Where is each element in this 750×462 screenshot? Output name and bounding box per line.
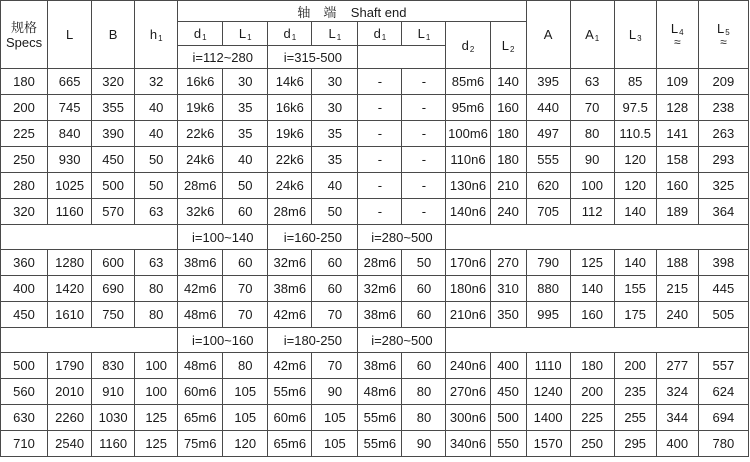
table-cell: 105: [223, 405, 268, 431]
table-cell: 28m6: [178, 173, 223, 199]
table-cell: 830: [92, 353, 135, 379]
table-cell: 40: [135, 121, 178, 147]
table-cell: 32m6: [358, 276, 402, 302]
col-L3-header: [614, 1, 656, 69]
col-A-header: A: [526, 1, 570, 69]
table-cell: 450: [92, 147, 135, 173]
col-d2-header: d2: [446, 22, 490, 69]
table-cell: 112: [570, 199, 614, 225]
l4-label: L4: [670, 20, 684, 37]
table-cell: 400: [490, 353, 526, 379]
table-cell: 80: [135, 276, 178, 302]
table-cell: 210n6: [446, 302, 490, 328]
col-A1-header: [570, 1, 614, 69]
table-cell: 120: [614, 173, 656, 199]
table-cell: 180: [570, 353, 614, 379]
table-cell: 35: [312, 121, 358, 147]
table-cell: 38m6: [268, 276, 312, 302]
table-cell: 30: [312, 69, 358, 95]
l3-label: L: [628, 27, 637, 42]
ratio-g3-blank: [1, 328, 178, 353]
table-cell: 42m6: [268, 353, 312, 379]
ratio-row-3: [1, 328, 749, 353]
table-cell: 80: [402, 379, 446, 405]
table-cell: 155: [614, 276, 656, 302]
table-cell: 325: [698, 173, 748, 199]
table-cell: 100: [135, 379, 178, 405]
table-cell: 35: [223, 95, 268, 121]
header-row-1: [1, 1, 749, 22]
table-cell: 200: [614, 353, 656, 379]
table-row: [1, 353, 749, 379]
table-cell: 60: [312, 276, 358, 302]
table-cell: 497: [526, 121, 570, 147]
table-cell: 16k6: [268, 95, 312, 121]
group-1-body: [1, 69, 749, 225]
table-cell: 840: [48, 121, 92, 147]
table-cell: 75m6: [178, 431, 223, 457]
table-cell: 30: [223, 69, 268, 95]
table-row: [1, 173, 749, 199]
table-cell: 60m6: [178, 379, 223, 405]
ratio-g1-empty: [358, 46, 446, 69]
table-cell: 215: [656, 276, 698, 302]
table-cell: -: [402, 147, 446, 173]
table-cell: -: [402, 121, 446, 147]
l4-approx: ≈: [673, 34, 681, 49]
ratio-g2-b: i=160-250: [268, 225, 358, 250]
table-cell: 60m6: [268, 405, 312, 431]
col-d1-b-header: d1: [268, 22, 312, 46]
table-cell: -: [358, 199, 402, 225]
ratio-g3-c: i=280~500: [358, 328, 446, 353]
table-cell: 665: [48, 69, 92, 95]
table-cell: 400: [656, 431, 698, 457]
table-cell: 120: [223, 431, 268, 457]
table-cell: 240: [490, 199, 526, 225]
table-cell: 1610: [48, 302, 92, 328]
table-cell: 85m6: [446, 69, 490, 95]
table-cell: 780: [698, 431, 748, 457]
table-cell: 48m6: [358, 379, 402, 405]
table-cell: 80: [570, 121, 614, 147]
table-cell: 500: [92, 173, 135, 199]
l5-label: L5: [717, 20, 730, 37]
col-d1-a-header: d1: [178, 22, 223, 46]
table-cell: 65m6: [268, 431, 312, 457]
table-cell: 141: [656, 121, 698, 147]
table-cell: 28m6: [268, 199, 312, 225]
table-cell: 125: [135, 431, 178, 457]
table-cell: 130n6: [446, 173, 490, 199]
table-cell: 105: [312, 431, 358, 457]
table-cell: 70: [223, 276, 268, 302]
col-L1-b-header: L1: [312, 22, 358, 46]
table-row: [1, 379, 749, 405]
table-row: [1, 250, 749, 276]
table-cell: 120: [614, 147, 656, 173]
table-cell: 14k6: [268, 69, 312, 95]
table-cell: 60: [223, 199, 268, 225]
table-cell: 125: [135, 405, 178, 431]
table-cell: 40: [135, 95, 178, 121]
table-cell: 55m6: [268, 379, 312, 405]
table-cell: 620: [526, 173, 570, 199]
table-cell: 360: [1, 250, 48, 276]
table-cell: -: [358, 147, 402, 173]
table-cell: 109: [656, 69, 698, 95]
table-cell: 38m6: [358, 353, 402, 379]
table-cell: 2260: [48, 405, 92, 431]
table-cell: 570: [92, 199, 135, 225]
table-cell: 70: [312, 353, 358, 379]
table-cell: 1790: [48, 353, 92, 379]
table-cell: 90: [312, 379, 358, 405]
table-cell: 175: [614, 302, 656, 328]
table-cell: 19k6: [178, 95, 223, 121]
ratio-g3-b: i=180-250: [268, 328, 358, 353]
table-cell: 105: [312, 405, 358, 431]
table-cell: 355: [92, 95, 135, 121]
table-cell: 140: [614, 199, 656, 225]
shaft-end-zh: 轴 端: [297, 4, 337, 20]
table-cell: 50: [223, 173, 268, 199]
table-cell: -: [358, 69, 402, 95]
table-cell: 560: [1, 379, 48, 405]
table-cell: 80: [223, 353, 268, 379]
table-row: [1, 199, 749, 225]
col-specs-header: [1, 1, 48, 69]
table-cell: 170n6: [446, 250, 490, 276]
table-row: [1, 431, 749, 457]
table-cell: 450: [490, 379, 526, 405]
ratio-g2-a: i=100~140: [178, 225, 268, 250]
table-cell: 128: [656, 95, 698, 121]
table-cell: 40: [312, 173, 358, 199]
table-cell: 80: [402, 405, 446, 431]
table-cell: 160: [490, 95, 526, 121]
table-cell: 140n6: [446, 199, 490, 225]
table-cell: 694: [698, 405, 748, 431]
table-cell: 630: [1, 405, 48, 431]
table-cell: 344: [656, 405, 698, 431]
ratio-g1-b: i=315-500: [268, 46, 358, 69]
table-cell: -: [402, 199, 446, 225]
table-cell: 690: [92, 276, 135, 302]
table-cell: 295: [614, 431, 656, 457]
table-cell: 450: [1, 302, 48, 328]
table-cell: 160: [656, 173, 698, 199]
table-cell: 293: [698, 147, 748, 173]
table-cell: 22k6: [268, 147, 312, 173]
table-cell: 750: [92, 302, 135, 328]
col-L1-c-header: L1: [402, 22, 446, 46]
col-L1-a-header: L1: [223, 22, 268, 46]
table-cell: 60: [312, 250, 358, 276]
table-cell: 160: [570, 302, 614, 328]
table-cell: 63: [135, 250, 178, 276]
table-cell: 995: [526, 302, 570, 328]
table-cell: 209: [698, 69, 748, 95]
table-row: [1, 405, 749, 431]
table-cell: 110.5: [614, 121, 656, 147]
table-cell: 1240: [526, 379, 570, 405]
a1-sub: 1: [594, 34, 600, 43]
table-cell: 2010: [48, 379, 92, 405]
table-cell: 624: [698, 379, 748, 405]
h-sub: 1: [158, 34, 163, 43]
table-cell: 22k6: [178, 121, 223, 147]
table-cell: 140: [490, 69, 526, 95]
group-2-body: [1, 250, 749, 328]
table-cell: 80: [135, 302, 178, 328]
table-cell: 48m6: [178, 353, 223, 379]
table-cell: 180: [490, 147, 526, 173]
table-cell: 180n6: [446, 276, 490, 302]
table-cell: 240: [656, 302, 698, 328]
table-cell: -: [358, 95, 402, 121]
table-cell: 1420: [48, 276, 92, 302]
table-cell: 235: [614, 379, 656, 405]
table-cell: 910: [92, 379, 135, 405]
table-cell: 350: [490, 302, 526, 328]
table-cell: 38m6: [178, 250, 223, 276]
ratio-g1-a: i=112~280: [178, 46, 268, 69]
table-cell: 1160: [92, 431, 135, 457]
table-cell: 90: [402, 431, 446, 457]
table-cell: 100: [135, 353, 178, 379]
table-cell: 930: [48, 147, 92, 173]
table-row: [1, 147, 749, 173]
col-L5-header: [698, 1, 748, 69]
table-cell: 1570: [526, 431, 570, 457]
table-cell: 710: [1, 431, 48, 457]
table-cell: 19k6: [268, 121, 312, 147]
table-cell: 32: [135, 69, 178, 95]
table-cell: 35: [312, 147, 358, 173]
col-L2-header: L2: [490, 22, 526, 69]
table-cell: 125: [570, 250, 614, 276]
table-cell: 50: [135, 147, 178, 173]
table-cell: 2540: [48, 431, 92, 457]
table-cell: 1025: [48, 173, 92, 199]
table-cell: 50: [312, 199, 358, 225]
table-cell: 180: [490, 121, 526, 147]
table-cell: 320: [1, 199, 48, 225]
table-row: [1, 121, 749, 147]
col-d1-c-header: d1: [358, 22, 402, 46]
col-h1-header: [135, 1, 178, 69]
table-cell: 100: [570, 173, 614, 199]
table-cell: 158: [656, 147, 698, 173]
table-cell: 340n6: [446, 431, 490, 457]
table-cell: 550: [490, 431, 526, 457]
table-cell: 50: [402, 250, 446, 276]
ratio-g2-blank: [1, 225, 178, 250]
table-cell: 60: [402, 276, 446, 302]
table-cell: 255: [614, 405, 656, 431]
l5-approx: ≈: [720, 34, 727, 49]
table-cell: 280: [1, 173, 48, 199]
table-cell: 140: [570, 276, 614, 302]
table-cell: 105: [223, 379, 268, 405]
table-cell: 95m6: [446, 95, 490, 121]
table-cell: 263: [698, 121, 748, 147]
table-cell: 100m6: [446, 121, 490, 147]
table-cell: 270n6: [446, 379, 490, 405]
table-cell: 63: [135, 199, 178, 225]
table-cell: 110n6: [446, 147, 490, 173]
table-cell: 400: [1, 276, 48, 302]
table-cell: 70: [570, 95, 614, 121]
table-cell: 790: [526, 250, 570, 276]
table-cell: 70: [223, 302, 268, 328]
table-cell: 250: [1, 147, 48, 173]
table-cell: 320: [92, 69, 135, 95]
table-cell: 16k6: [178, 69, 223, 95]
table-cell: 42m6: [178, 276, 223, 302]
table-cell: 398: [698, 250, 748, 276]
table-cell: 30: [312, 95, 358, 121]
table-cell: 32k6: [178, 199, 223, 225]
table-cell: 90: [570, 147, 614, 173]
col-L4-header: [656, 1, 698, 69]
table-cell: 50: [135, 173, 178, 199]
table-cell: 200: [1, 95, 48, 121]
table-cell: 1110: [526, 353, 570, 379]
table-cell: 500: [490, 405, 526, 431]
table-cell: 189: [656, 199, 698, 225]
table-cell: 48m6: [178, 302, 223, 328]
a1-label: A: [585, 27, 594, 42]
table-cell: 97.5: [614, 95, 656, 121]
table-cell: 277: [656, 353, 698, 379]
table-cell: 390: [92, 121, 135, 147]
ratio-g2-blank-right: [446, 225, 749, 250]
shaft-end-header: [178, 1, 526, 22]
l3-sub: 3: [637, 34, 642, 43]
table-cell: 250: [570, 431, 614, 457]
table-cell: 240n6: [446, 353, 490, 379]
table-cell: -: [402, 173, 446, 199]
table-cell: 705: [526, 199, 570, 225]
table-row: [1, 276, 749, 302]
table-cell: 225: [570, 405, 614, 431]
table-cell: 40: [223, 147, 268, 173]
table-cell: 60: [223, 250, 268, 276]
table-cell: 24k6: [268, 173, 312, 199]
table-cell: 55m6: [358, 405, 402, 431]
table-cell: 210: [490, 173, 526, 199]
table-cell: 200: [570, 379, 614, 405]
table-cell: 32m6: [268, 250, 312, 276]
table-cell: -: [358, 173, 402, 199]
table-cell: 70: [312, 302, 358, 328]
table-cell: -: [402, 69, 446, 95]
table-cell: 28m6: [358, 250, 402, 276]
table-cell: -: [402, 95, 446, 121]
table-cell: 557: [698, 353, 748, 379]
table-cell: 85: [614, 69, 656, 95]
col-L-header: L: [48, 1, 92, 69]
table-cell: 395: [526, 69, 570, 95]
table-cell: 140: [614, 250, 656, 276]
specs-zh-label: 规格: [11, 19, 38, 35]
table-row: [1, 95, 749, 121]
ratio-row-2: [1, 225, 749, 250]
table-cell: 38m6: [358, 302, 402, 328]
table-cell: 600: [92, 250, 135, 276]
table-cell: 1400: [526, 405, 570, 431]
ratio-g2-c: i=280~500: [358, 225, 446, 250]
table-cell: 310: [490, 276, 526, 302]
table-cell: 35: [223, 121, 268, 147]
table-cell: 1280: [48, 250, 92, 276]
table-cell: 60: [402, 353, 446, 379]
table-cell: 745: [48, 95, 92, 121]
table-cell: -: [358, 121, 402, 147]
table-cell: 445: [698, 276, 748, 302]
table-cell: 238: [698, 95, 748, 121]
table-cell: 65m6: [178, 405, 223, 431]
table-cell: 180: [1, 69, 48, 95]
table-cell: 24k6: [178, 147, 223, 173]
table-cell: 270: [490, 250, 526, 276]
table-cell: 1030: [92, 405, 135, 431]
table-cell: 225: [1, 121, 48, 147]
table-cell: 500: [1, 353, 48, 379]
h-label: h: [149, 27, 158, 42]
table-cell: 60: [402, 302, 446, 328]
table-cell: 42m6: [268, 302, 312, 328]
table-cell: 364: [698, 199, 748, 225]
table-cell: 1160: [48, 199, 92, 225]
table-cell: 324: [656, 379, 698, 405]
table-cell: 505: [698, 302, 748, 328]
specs-en-label: Specs: [5, 34, 43, 50]
table-cell: 440: [526, 95, 570, 121]
table-cell: 188: [656, 250, 698, 276]
table-cell: 880: [526, 276, 570, 302]
ratio-g3-blank-right: [446, 328, 749, 353]
table-cell: 300n6: [446, 405, 490, 431]
shaft-end-en: Shaft end: [350, 4, 407, 20]
group-3-body: [1, 353, 749, 457]
table-row: [1, 302, 749, 328]
col-B-header: B: [92, 1, 135, 69]
table-cell: 555: [526, 147, 570, 173]
table-row: [1, 69, 749, 95]
table-cell: 55m6: [358, 431, 402, 457]
table-cell: 63: [570, 69, 614, 95]
ratio-g3-a: i=100~160: [178, 328, 268, 353]
